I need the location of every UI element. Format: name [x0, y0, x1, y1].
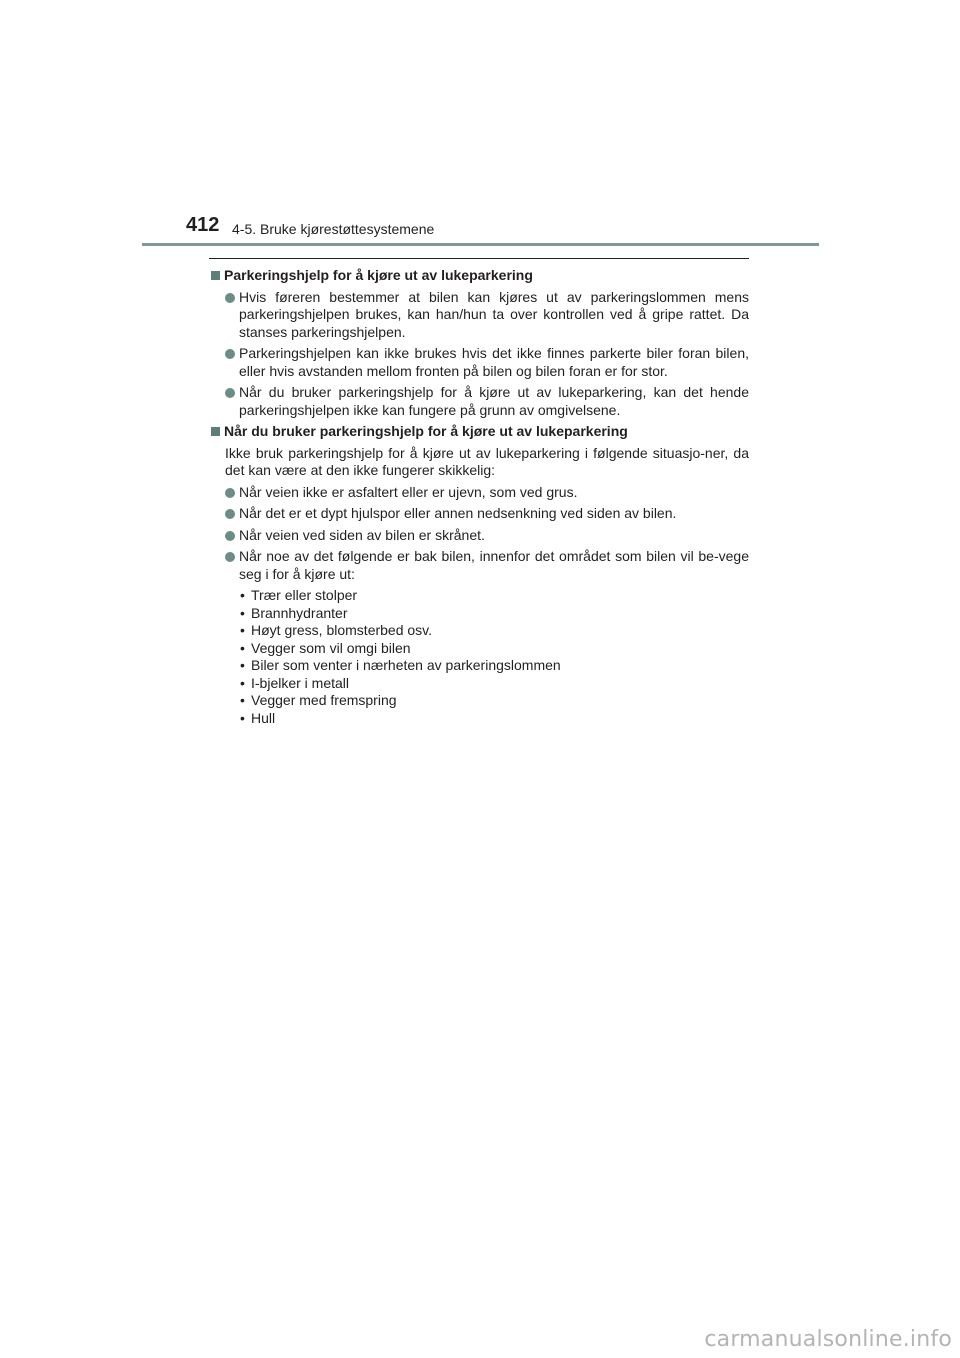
sub-list-mark: • [240, 692, 245, 708]
sub-list-mark: • [240, 604, 245, 621]
sub-list-item-text: Vegger som vil omgi bilen [251, 639, 411, 656]
section-heading-text: Når du bruker parkeringshjelp for å kjøre ut av lukeparkering [224, 423, 628, 439]
sub-list-item [239, 587, 749, 605]
sub-list-item [239, 710, 749, 728]
page-header [0, 0, 960, 250]
round-bullet-icon [225, 488, 235, 498]
list-item [209, 345, 749, 380]
list-item-text: Når det er et dypt hjulspor eller annen nedsenkning ved siden av bilen. [239, 505, 677, 521]
sub-list-item [239, 640, 749, 658]
list-item-text: Når noe av det følgende er bak bilen, innenfor det området som bilen vil be-vege seg i for å kjøre ut: [239, 548, 749, 582]
sub-list-item-text: Vegger med fremspring [251, 692, 397, 708]
list-item-text: Når veien ikke er asfaltert eller er ujevn, som ved grus. [239, 483, 578, 500]
sub-list-item [239, 605, 749, 623]
list-item [209, 548, 749, 583]
section-heading [209, 423, 749, 441]
sub-list-item-text: Trær eller stolper [251, 587, 358, 603]
sub-list-mark: • [240, 657, 245, 673]
list-item [209, 384, 749, 419]
header-divider [142, 243, 819, 246]
round-bullet-icon [225, 531, 235, 541]
list-item [209, 484, 749, 502]
sub-list-item-text: I-bjelker i metall [251, 674, 350, 691]
sub-list-item [239, 657, 749, 675]
list-item-text: Hvis føreren bestemmer at bilen kan kjøres ut av parkeringslommen mens parkeringshjelpen brukes, kan han/hun ta over kontrollen ved å gripe rattet. Da stanses parkeringshjelpen. [239, 288, 749, 340]
content-divider [209, 258, 749, 259]
sub-list-mark: • [240, 709, 245, 726]
section-heading-text: Parkeringshjelp for å kjøre ut av lukeparkering [224, 267, 533, 283]
sub-list-item [239, 622, 749, 640]
sub-list-item-text: Biler som venter i nærheten av parkeringslommen [251, 657, 561, 673]
round-bullet-icon [225, 509, 235, 519]
sub-list-item [239, 675, 749, 693]
page-number: 412 [186, 214, 220, 236]
list-item [209, 527, 749, 545]
sub-list-mark: • [240, 587, 245, 603]
page-content [209, 258, 749, 727]
list-item [209, 289, 749, 342]
section-intro: Ikke bruk parkeringshjelp for å kjøre ut av lukeparkering i følgende situasjo-ner, da det kan være at den ikke fungerer skikkelig: [225, 444, 749, 478]
sub-list-mark: • [240, 622, 245, 638]
sub-list-item-text: Hull [251, 709, 276, 726]
watermark: carmanualsonline.info [704, 1327, 952, 1352]
section-title: 4-5. Bruke kjørestøttesystemene [232, 221, 435, 237]
sub-list-mark: • [240, 639, 245, 656]
list-item [209, 505, 749, 523]
sub-list-item-text: Høyt gress, blomsterbed osv. [251, 622, 433, 638]
square-bullet-icon [211, 427, 220, 436]
round-bullet-icon [225, 552, 235, 562]
round-bullet-icon [225, 388, 235, 398]
sub-list-item [239, 692, 749, 710]
list-item-text: Når veien ved siden av bilen er skrånet. [239, 526, 485, 543]
list-item-text: Parkeringshjelpen kan ikke brukes hvis det ikke finnes parkerte biler foran bilen, eller hvis avstanden mellom fronten på bilen og bilen foran er for stor. [239, 345, 749, 379]
round-bullet-icon [225, 349, 235, 359]
round-bullet-icon [225, 293, 235, 303]
sub-list-mark: • [240, 674, 245, 691]
list-item-text: Når du bruker parkeringshjelp for å kjøre ut av lukeparkering, kan det hende parkeringshjelpen ikke kan fungere på grunn av omgivelsene. [239, 384, 749, 418]
section-heading [209, 267, 749, 285]
square-bullet-icon [211, 271, 220, 280]
sub-list-item-text: Brannhydranter [251, 604, 348, 621]
sub-list [209, 587, 749, 727]
